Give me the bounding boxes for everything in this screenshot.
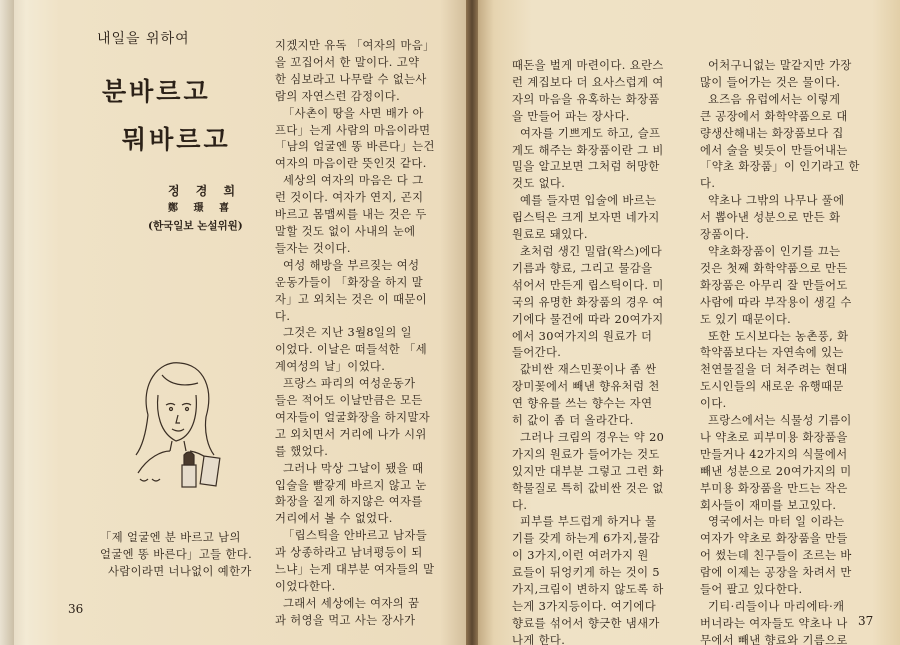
- page-number-right: 37: [858, 614, 874, 628]
- page-number-left: 36: [68, 602, 84, 616]
- intro-paragraph: 「제 얼굴엔 분 바르고 남의 얼굴엔 똥 바른다」고들 한다. 사람이라면 너나없이 예한가: [100, 531, 253, 578]
- book-gutter: [466, 0, 478, 645]
- article-title-line1: 분바르고: [102, 77, 211, 106]
- book-binding: [0, 0, 14, 645]
- author-name: 정 경 희: [168, 184, 242, 198]
- left-body-column: 지겠지만 유독 「여자의 마음」 을 꼬집어서 한 말이다. 고약 한 심보라고 나무랄 수 없는사 람의 자연스런 감정이다. 「사촌이 땅을 사면 배가 아 프다」는게 사람의 마음이라면 「남의 얼굴엔 똥 바른다」는건 여자의 마음이란 뜻인것 같다. 세상의 여자의 마음은 다 그 런 것이다. 여자가 연지, 곤지 바르고 몸맵씨를 내는 것은 두 말할 것도 없이 사내의 눈에 들자는 것이다. 여성 해방을 부르짖는 여성 운동가들이 「화장을 하지 말 자」고 외치는 것은 이 때문이 다. 그것은 지난 3월8일의 일 이었다. 이날은 떠들석한 「세 계여성의 날」이었다. 프랑스 파리의 여성운동가 들은 적어도 이날만큼은 모든 여자들이 얼굴화장을 하지말자 고 외치면서 거리에 나가 시위 를 했었다. 그러나 막상 그날이 됐을 때 입술을 빨갛게 바르지 않고 눈 화장을 짙게 하지않은 여자를 거리에서 볼 수 없었다. 「립스틱을 안바르고 남자들 과 상종하라고 남녀평등이 되 느냐」는게 대부분 여자들의 말 이었다한다. 그래서 세상에는 여자의 꿈 과 허영을 먹고 사는 장사가: [275, 39, 435, 627]
- author-name-hanja: 鄭 璟 喜: [168, 203, 235, 214]
- right-body-column-1: 때돈을 벌게 마련이다. 요란스 런 계집보다 더 요사스럽게 여 자의 마음을 유혹하는 화장품 을 만들어 파는 장사다. 여자를 기쁘게도 하고, 슬프 게도 해주는 화장품이란 그 비 밀을 알고보면 그처럼 허망한 것도 없다. 예를 들자면 입술에 바르는 립스틱은 크게 보자면 네가지 원료로 돼있다. 초처럼 생긴 밀랍(왁스)에다 기름과 향료, 그리고 물감을 섞어서 만든게 립스틱이다. 미 국의 유명한 화장품의 경우 여 기에다 물건에 따라 20여가지 에서 30여가지의 원료가 더 들어간다. 값비싼 재스민꽃이나 좀 싼 장미꽃에서 빼낸 향유처럼 천 연 향유를 쓰는 향수는 자연 히 값이 좀 더 올라간다. 그러나 크림의 경우는 약 20 가지의 원료가 들어가는 것도 있지만 대부분 그렇고 그런 화 학물질로 특히 값비싼 것은 없 다. 피부를 부드럽게 하거나 물 기를 갖게 하는게 6가지,물감 이 3가지,이런 여러가지 원 료들이 뒤엉키게 하는 것이 5 가지,크림이 변하지 않도록 하 는게 3가지등이다. 여기에다 향료를 섞어서 향긋한 냄새가 나게 한다.: [512, 59, 665, 645]
- right-page: [472, 0, 900, 645]
- right-body-column-2: 어처구니없는 말같지만 가장 많이 들어가는 것은 물이다. 요즈음 유럽에서는 이렇게 큰 공장에서 화학약품으로 대 량생산해내는 화장품보다 집 에서 술을 빚듯이 만들어내는 「약초 화장품」이 인기라고 한 다. 약초나 그밖의 나무나 풀에 서 뽑아낸 성분으로 만든 화 장품이다. 약초화장품이 인기를 끄는 것은 첫째 화학약품으로 만든 화장품은 아무리 잘 만들어도 사람에 따라 부작용이 생길 수 도 있기 때문이다. 또한 도시보다는 농촌풍, 화 학약품보다는 자연속에 있는 천연물질을 더 쳐주려는 현대 도시인들의 새로운 유행때문 이다. 프랑스에서는 식물성 기름이 나 약초로 피부미용 화장품을 만들거나 42가지의 식물에서 빼낸 성분으로 20여가지의 미 부미용 화장품을 만드는 작은 회사들이 재미를 보고있다. 영국에서는 마터 일 이라는 여자가 약초로 화장품을 만들 어 썼는데 친구들이 조르는 바 람에 이제는 공장을 차려서 만 들어 팔고 있다한다. 기티·리들이나 마리에타·캐 버너라는 여자들도 약초나 나 무에서 빼낸 향료와 기름으로: [700, 59, 860, 645]
- author-affiliation: (한국일보 논설위원): [148, 220, 243, 232]
- woman-illustration: [118, 355, 230, 490]
- section-header: 내일을 위하여: [97, 31, 190, 47]
- article-title-line2: 뭐바르고: [122, 125, 231, 154]
